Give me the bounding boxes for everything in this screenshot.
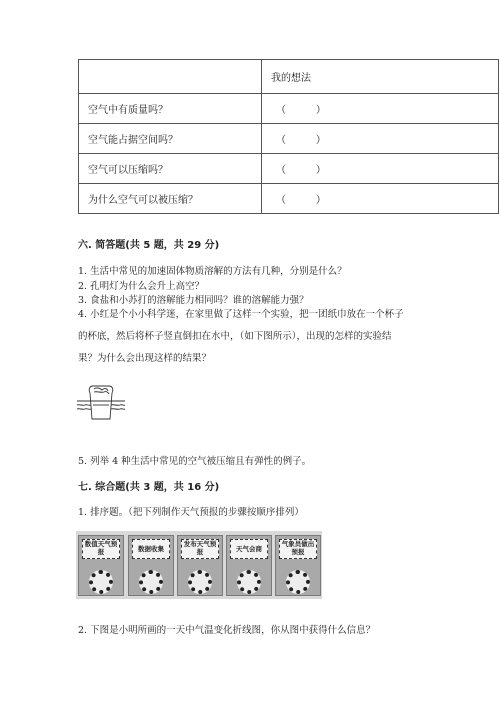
answer-blank[interactable]: （ ）	[262, 124, 499, 154]
step-card	[275, 535, 321, 596]
step-card	[128, 535, 174, 596]
question-6-4-line3: 果？为什么会出现这样的结果？	[78, 353, 212, 364]
question-6-4-line1: 4. 小红是个小小科学迷，在家里做了这样一个实验，把一团纸巾放在一个杯子	[78, 309, 404, 320]
step-card-label: 数值天气预报	[82, 539, 120, 559]
question-6-2: 2. 孔明灯为什么会升上高空？	[78, 281, 205, 292]
table-header-row	[79, 60, 499, 94]
sticker-ring-icon	[89, 570, 113, 594]
section-7-title: 七. 综合题(共 3 题，共 16 分)	[78, 482, 220, 493]
step-card-label: 数据收集	[132, 539, 170, 559]
answer-blank[interactable]: （ ）	[262, 94, 499, 124]
step-card	[226, 535, 272, 596]
answer-blank[interactable]: （ ）	[262, 184, 499, 214]
table-header-my-thoughts: 我的想法	[262, 60, 499, 94]
step-card	[78, 535, 124, 596]
table-row	[79, 124, 499, 154]
table-question: 空气可以压缩吗？	[79, 154, 262, 184]
question-7-2: 2. 下图是小明所画的一天中气温变化折线图，你从图中获得什么信息？	[78, 625, 376, 636]
step-card-label: 气象员做出预报	[279, 539, 317, 559]
answer-blank[interactable]: （ ）	[262, 154, 499, 184]
question-6-3: 3. 食盐和小苏打的溶解能力相同吗？谁的溶解能力强？	[78, 295, 309, 306]
step-card	[177, 535, 223, 596]
weather-forecast-steps-figure	[76, 531, 322, 599]
step-card-label: 天气会商	[230, 539, 268, 559]
table-header-blank	[79, 60, 262, 94]
table-question: 空气中有质量吗？	[79, 94, 262, 124]
table-row	[79, 184, 499, 214]
step-card-label: 发布天气预报	[181, 539, 219, 559]
section-6-title: 六. 简答题(共 5 题，共 29 分)	[78, 240, 220, 251]
question-6-4-line2: 的杯底，然后将杯子竖直倒扣在水中，（如下图所示），出现的怎样的实验结	[78, 331, 392, 342]
inverted-cup-in-water-figure	[76, 383, 126, 425]
question-6-5: 5. 列举 4 种生活中常见的空气被压缩且有弹性的例子。	[78, 456, 312, 467]
table-row	[79, 94, 499, 124]
sticker-ring-icon	[139, 570, 163, 594]
sticker-ring-icon	[188, 570, 212, 594]
table-row	[79, 154, 499, 184]
question-7-1: 1. 排序题。（把下列制作天气预报的步骤按顺序排列）	[78, 507, 304, 518]
sticker-ring-icon	[237, 570, 261, 594]
table-question: 空气能占据空间吗？	[79, 124, 262, 154]
table-question: 为什么空气可以被压缩？	[79, 184, 262, 214]
sticker-ring-icon	[286, 570, 310, 594]
thoughts-table	[78, 59, 499, 214]
question-6-1: 1. 生活中常见的加速固体物质溶解的方法有几种，分别是什么？	[78, 266, 347, 277]
